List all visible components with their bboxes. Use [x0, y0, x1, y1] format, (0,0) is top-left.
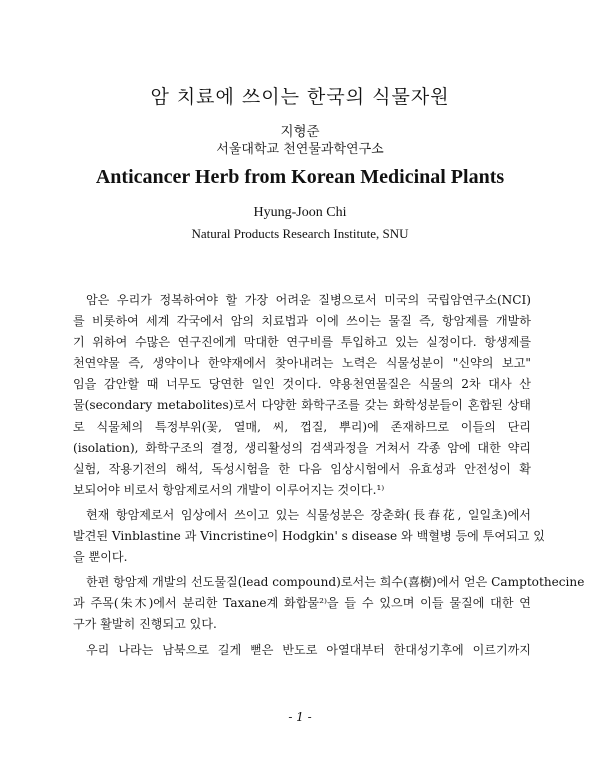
english-author: Hyung-Joon Chi: [253, 205, 347, 220]
body-line: 현재 항암제로서 임상에서 쓰이고 있는 식물성분은 장춘화(長春花, 일일초)에서: [86, 507, 531, 522]
body-line: 을 뿐이다.: [73, 550, 128, 565]
korean-affiliation: 서울대학교 천연물과학연구소: [216, 142, 384, 157]
body-line: 임을 감안할 때 너무도 당연한 일인 것이다. 약용천연물질은 식물의 2차 대사 산: [73, 377, 531, 392]
body-line: 한편 항암제 개발의 선도물질(lead compound)로서는 희수(喜樹)에서 얻은 Camptothecine: [86, 575, 585, 590]
korean-title: 암 치료에 쓰이는 한국의 식물자원: [150, 86, 450, 108]
page-number: - 1 -: [288, 710, 312, 724]
body-line: 로 식물체의 특정부위(꽃, 열매, 씨, 껍질, 뿌리)에 존재하므로 이들의 단리: [73, 419, 531, 434]
body-line: 물(secondary metabolites)로서 다양한 화학구조를 갖는 화학성분들이 혼합된 상태: [73, 398, 531, 413]
english-title: Anticancer Herb from Korean Medicinal Plants: [95, 166, 505, 188]
body-line: 실험, 작용기전의 해석, 독성시험을 한 다음 임상시험에서 유효성과 안전성이 확: [73, 461, 531, 476]
body-line: 를 비롯하여 세계 각국에서 암의 치료법과 이에 쓰이는 물질 즉, 항암제를 개발하: [73, 314, 531, 329]
body-text: [73, 290, 585, 661]
korean-author: 지형준: [280, 124, 320, 140]
body-line: (isolation), 화학구조의 결정, 생리활성의 검색과정을 거쳐서 각종 암에 대한 약리: [73, 440, 531, 455]
body-line: 보되어야 비로서 항암제로서의 개발이 이루어지는 것이다.¹⁾: [73, 482, 385, 497]
body-line: 발견된 Vinblastine 과 Vincristine이 Hodgkin' s disease 와 백혈병 등에 투여되고 있: [73, 529, 545, 544]
body-line: 기 위하여 수많은 연구진에게 막대한 연구비를 투입하고 있는 실정이다. 항생제를: [73, 335, 531, 350]
english-affiliation: Natural Products Research Institute, SNU: [191, 226, 409, 241]
body-line: 구가 활발히 진행되고 있다.: [73, 617, 217, 632]
body-line: 우리 나라는 남북으로 길게 뻗은 반도로 아열대부터 한대성기후에 이르기까지: [86, 642, 531, 657]
body-line: 과 주목(朱木)에서 분리한 Taxane계 화합물²⁾을 들 수 있으며 이들 물질에 대한 연: [73, 596, 531, 611]
body-line: 천연약물 즉, 생약이나 한약재에서 찾아내려는 노력은 식물성분이 "신약의 보고": [73, 356, 531, 371]
body-line: 암은 우리가 정복하여야 할 가장 어려운 질병으로서 미국의 국립암연구소(NCI): [86, 293, 531, 307]
